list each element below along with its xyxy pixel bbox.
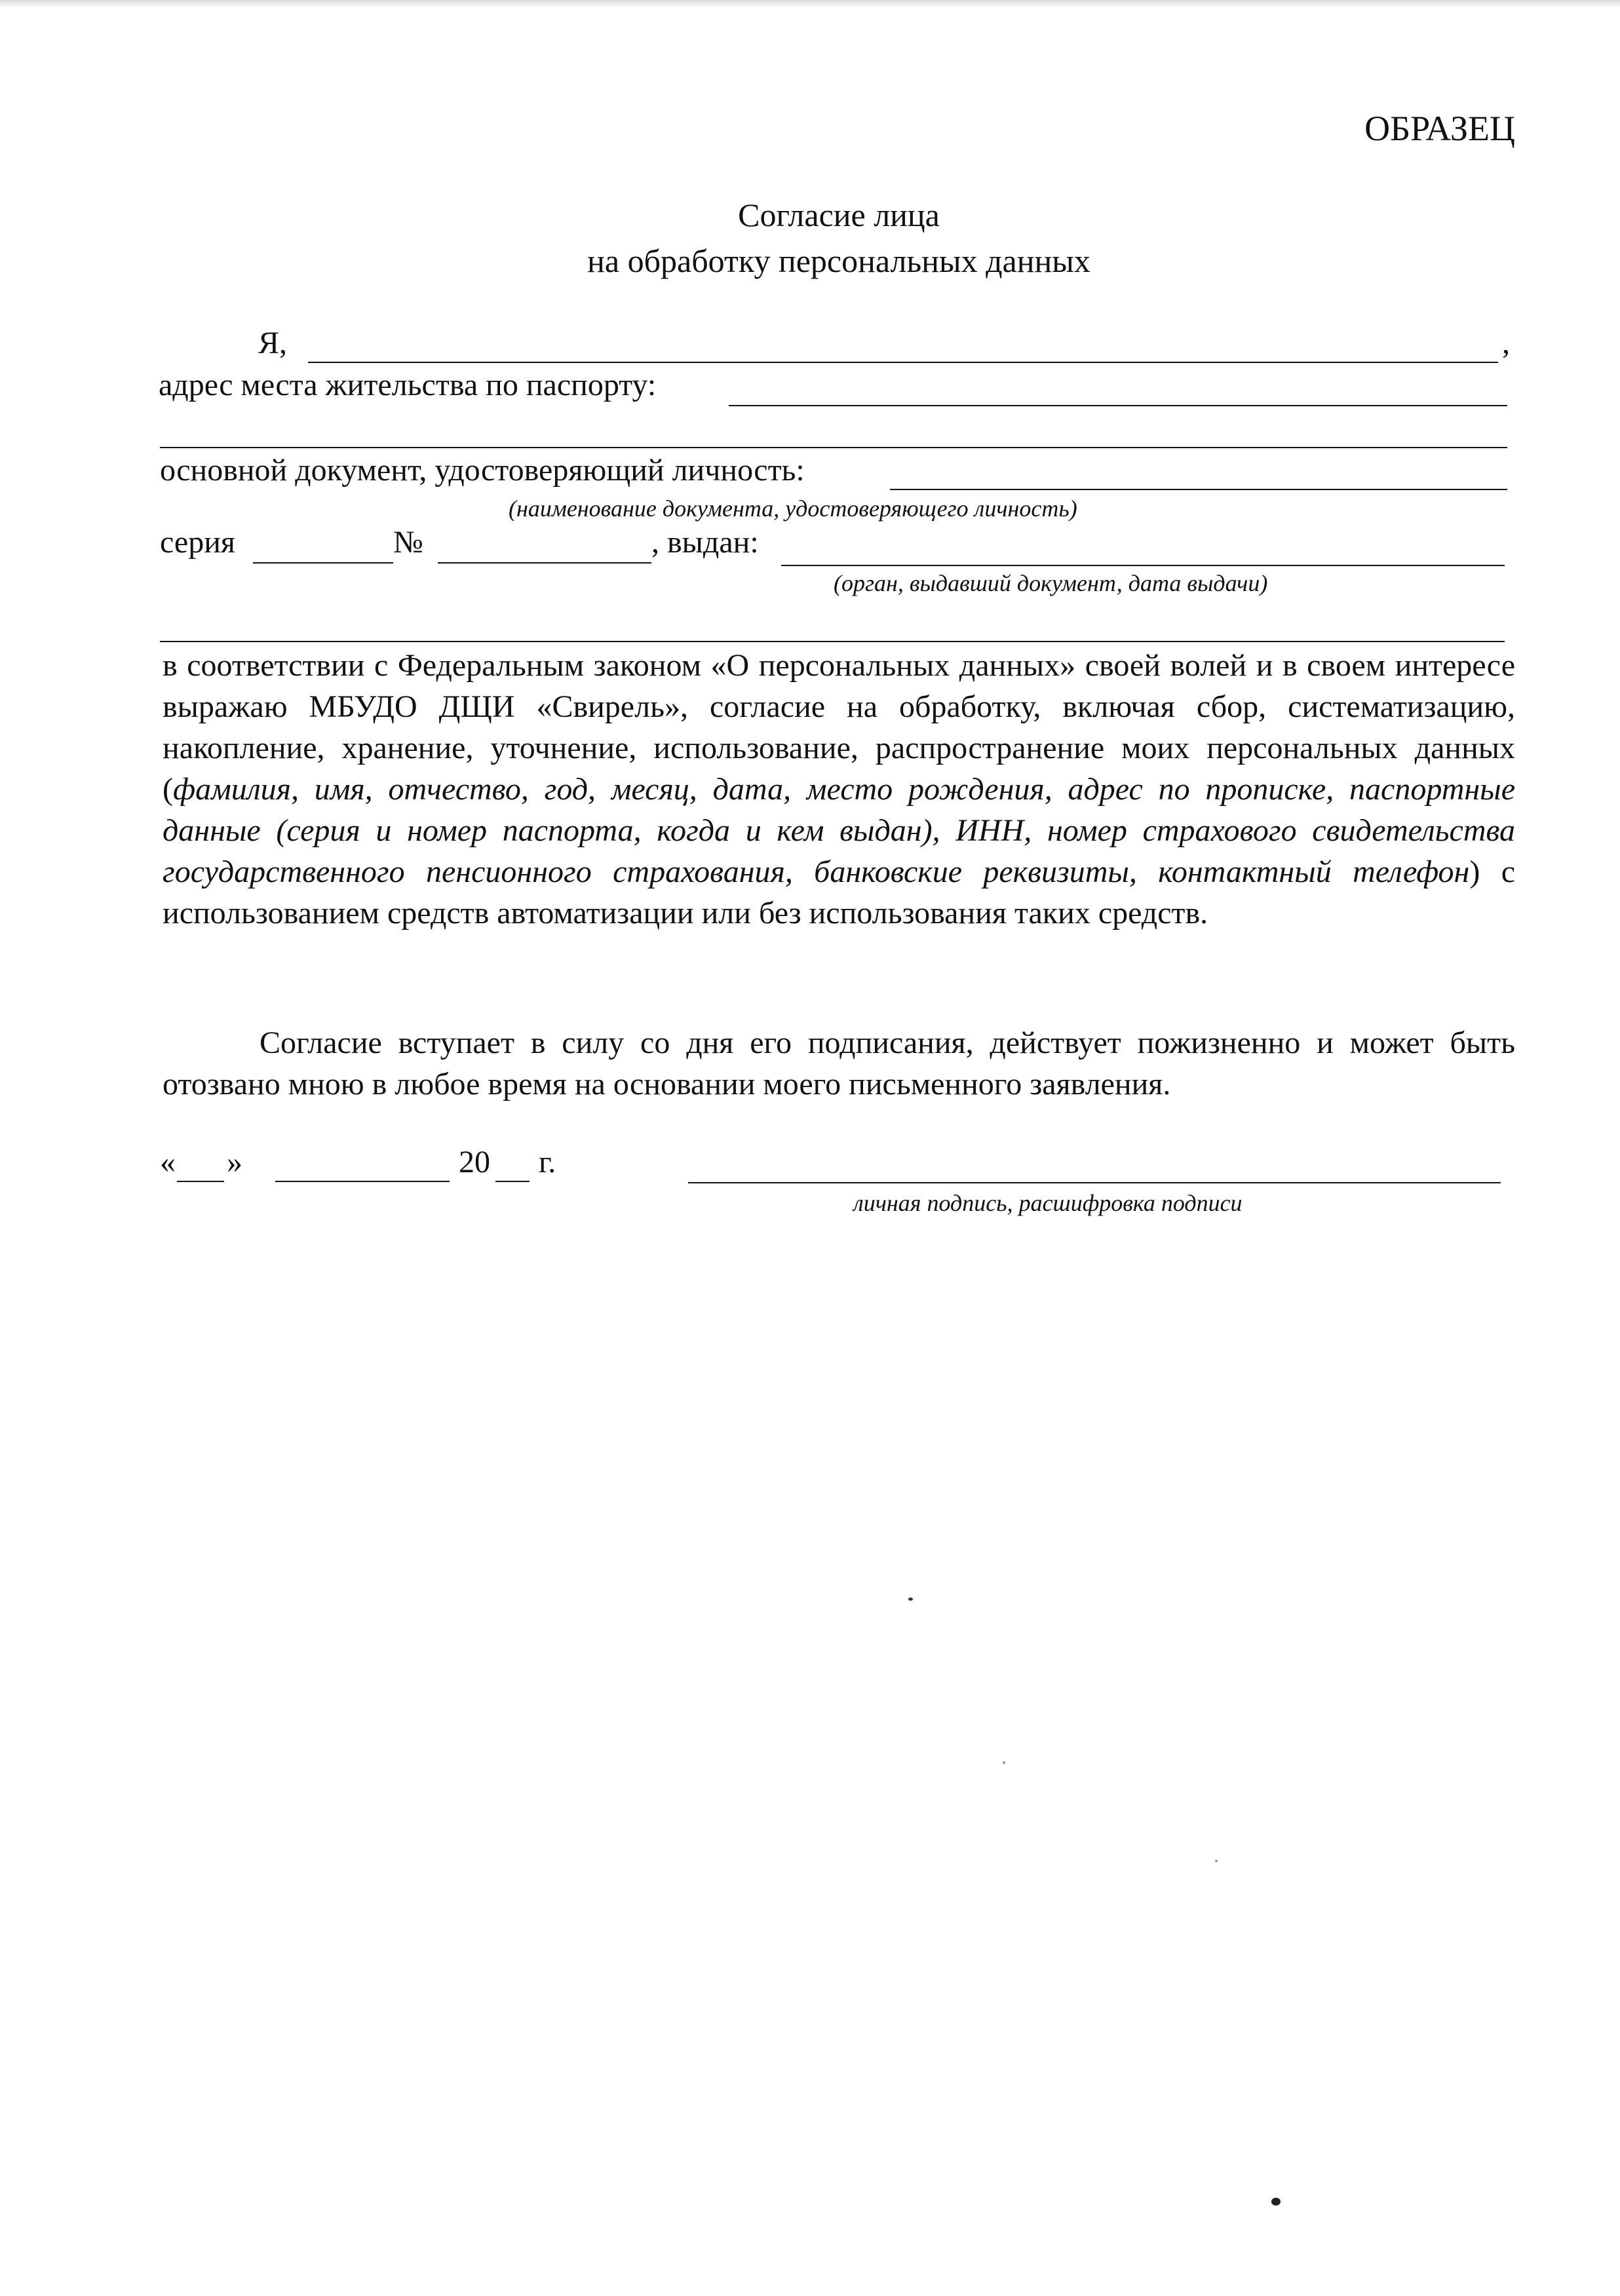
personal-data-list: фамилия, имя, отчество, год, месяц, дата, место рождения, адрес по прописке, паспортные данные (серия и номер паспорта, когда и кем выдан), ИНН, номер страхового свидетельства государственного пенсионного страхования, банковские реквизиты, контактный телефон <box>163 772 1515 889</box>
id-document-field[interactable] <box>890 489 1507 490</box>
id-document-hint: (наименование документа, удостоверяющего личность) <box>509 495 1077 522</box>
year-prefix: 20 <box>459 1145 490 1179</box>
scan-speck <box>908 1598 913 1601</box>
signature-field[interactable] <box>688 1182 1501 1183</box>
issued-by-hint: (орган, выдавший документ, дата выдачи) <box>834 570 1268 596</box>
day-field[interactable] <box>177 1181 224 1182</box>
date-quote-close: » <box>227 1145 242 1179</box>
consent-text-end: ) с использованием средств автоматизации или без использования таких средств. <box>163 854 1515 930</box>
date-quote-open: « <box>160 1145 176 1179</box>
document-title-line2: на обработку персональных данных <box>587 242 1090 279</box>
number-label: № <box>393 525 423 560</box>
i-label: Я, <box>258 326 288 360</box>
issued-by-field-line2[interactable] <box>160 641 1505 642</box>
full-name-field[interactable] <box>308 362 1498 363</box>
scan-speck <box>1271 2198 1281 2206</box>
year-field[interactable] <box>495 1181 530 1182</box>
signature-hint: личная подпись, расшифровка подписи <box>853 1190 1243 1216</box>
id-document-label: основной документ, удостоверяющий личность: <box>160 453 805 488</box>
series-label: серия <box>160 525 235 560</box>
scan-speck <box>1215 1860 1218 1862</box>
year-suffix: г. <box>539 1145 556 1179</box>
scan-speck <box>1003 1761 1005 1764</box>
address-field-line2[interactable] <box>160 447 1507 448</box>
address-field-line1[interactable] <box>729 405 1507 406</box>
validity-paragraph: Согласие вступает в силу со дня его подписания, действует пожизненно и может быть отозвано мною в любое время на основании моего письменного заявления. <box>163 1025 1515 1101</box>
document-title-line1: Согласие лица <box>738 197 940 233</box>
month-field[interactable] <box>275 1181 450 1182</box>
issued-label: , выдан: <box>651 525 759 560</box>
full-name-comma: , <box>1502 326 1510 360</box>
scan-edge <box>0 0 1620 8</box>
series-field[interactable] <box>253 562 393 564</box>
consent-text-start: в соответствии с Федеральным законом «О персональных данных» своей волей и в своем интересе выражаю МБУДО ДЩИ «Свирель», согласие на обработку, включая сбор, систематизацию, накопление, хранение, уточнение, использование, распространение моих персональных данных ( <box>163 648 1515 807</box>
issued-by-field-line1[interactable] <box>781 565 1505 566</box>
number-field[interactable] <box>438 562 651 564</box>
address-label: адрес места жительства по паспорту: <box>159 368 657 402</box>
consent-paragraph <box>163 645 1515 934</box>
sample-stamp: ОБРАЗЕЦ <box>1364 109 1515 148</box>
